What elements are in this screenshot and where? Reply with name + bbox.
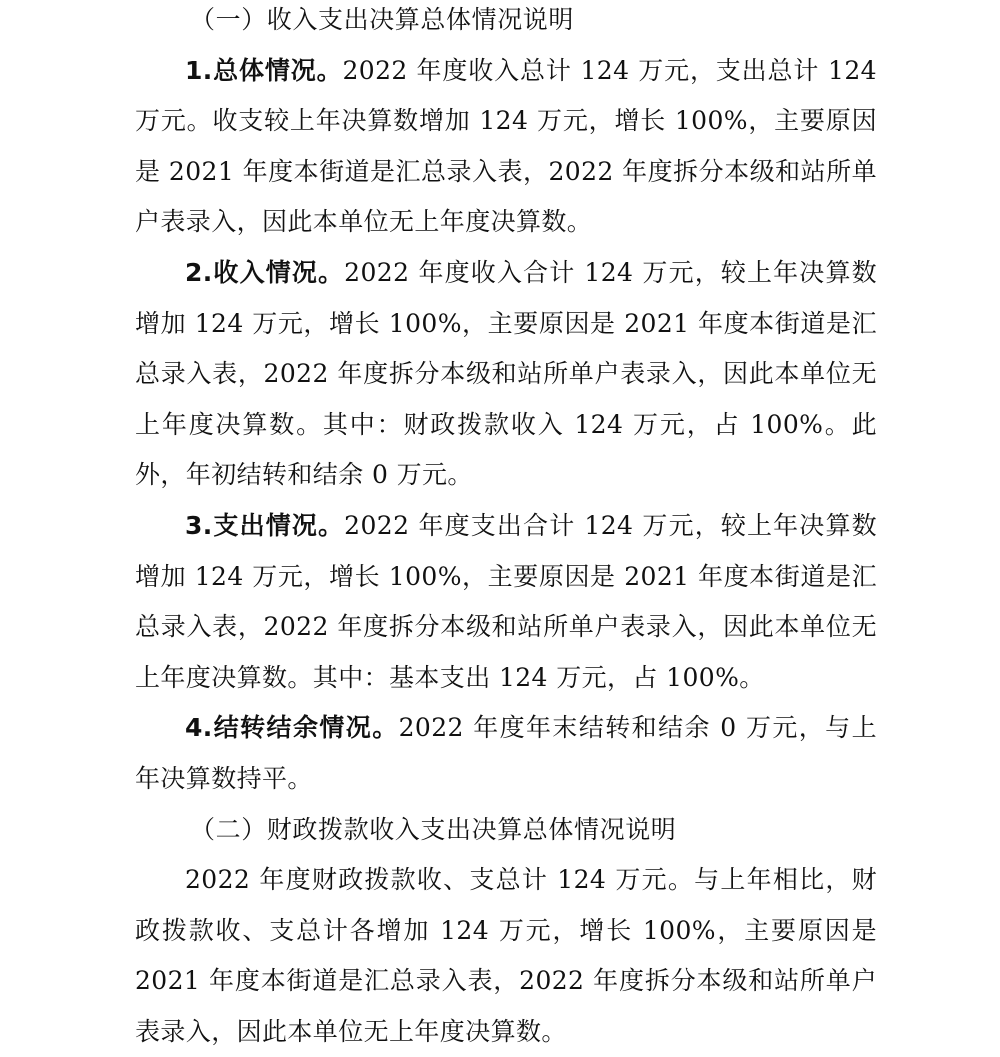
- overall-title: 1.总体情况。: [185, 55, 343, 85]
- expenditure-title: 3.支出情况。: [185, 510, 345, 540]
- carryover-text: 2022 年度年末结转和结余 0 万元，与上年决算数持平。: [135, 713, 877, 793]
- section-1-heading: （一）收入支出决算总体情况说明: [190, 5, 575, 34]
- carryover-title: 4.结转结余情况。: [185, 713, 399, 743]
- income-title: 2.收入情况。: [185, 257, 345, 287]
- overall-text: 2022 年度收入总计 124 万元，支出总计 124 万元。收支较上年决算数增加 124 万元，增长 100%，主要原因是 2021 年度本街道是汇总录入表，2022 年度拆分本级和站所单户表录入，因此本单位无上年度决算数。: [135, 55, 877, 237]
- income-paragraph: [135, 248, 877, 501]
- fiscal-appropriation-paragraph: 2022 年度财政拨款收、支总计 124 万元。与上年相比，财政拨款收、支总计各增加 124 万元，增长 100%，主要原因是 2021 年度本街道是汇总录入表，2022 年度拆分本级和站所单户表录入，因此本单位无上年度决算数。: [135, 865, 877, 1046]
- expenditure-paragraph: [135, 501, 877, 703]
- document-page: [135, 0, 877, 1057]
- expenditure-text: 2022 年度支出合计 124 万元，较上年决算数增加 124 万元，增长 100%，主要原因是 2021 年度本街道是汇总录入表，2022 年度拆分本级和站所单户表录入，因此本单位无上年度决算数。其中：基本支出 124 万元，占 100%。: [135, 510, 877, 692]
- income-text: 2022 年度收入合计 124 万元，较上年决算数增加 124 万元，增长 100%，主要原因是 2021 年度本街道是汇总录入表，2022 年度拆分本级和站所单户表录入，因此本单位无上年度决算数。其中：财政拨款收入 124 万元，占 100%。此外，年初结转和结余 0 万元。: [135, 257, 877, 490]
- overall-paragraph: [135, 46, 877, 248]
- carryover-paragraph: [135, 703, 877, 804]
- section-2-heading: （二）财政拨款收入支出决算总体情况说明: [190, 814, 677, 844]
